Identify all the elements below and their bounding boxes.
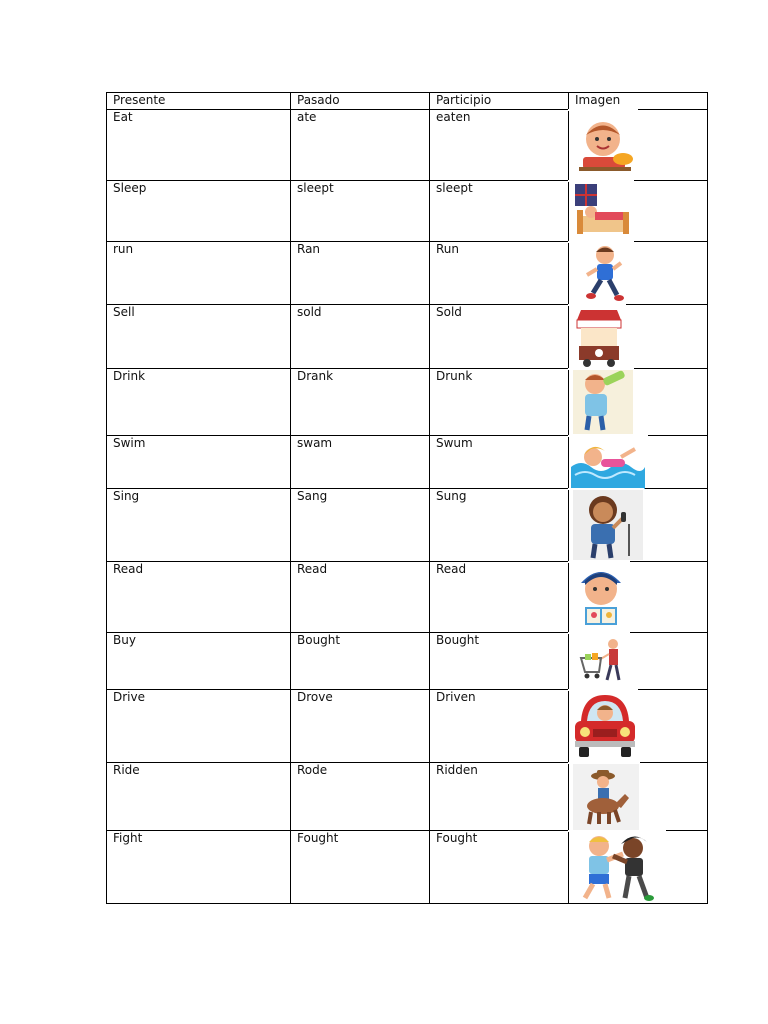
cell-imagen (569, 562, 708, 633)
cell-imagen (569, 436, 708, 489)
cell-pasado: Rode (291, 763, 430, 831)
boy-driving-car-icon (573, 691, 637, 761)
cell-participio: sleept (430, 181, 569, 242)
cell-pasado: Drove (291, 690, 430, 763)
cell-presente: Sing (107, 489, 291, 562)
cell-participio: Swum (430, 436, 569, 489)
cell-presente: Fight (107, 831, 291, 904)
table-row (107, 110, 708, 181)
cell-presente: Buy (107, 633, 291, 690)
cell-participio: Read (430, 562, 569, 633)
table-row (107, 633, 708, 690)
cell-imagen (569, 690, 708, 763)
header-participio: Participio (430, 93, 569, 110)
cell-participio: eaten (430, 110, 569, 181)
boy-singing-microphone-icon (573, 490, 643, 560)
cell-pasado: Ran (291, 242, 430, 305)
cell-participio: Drunk (430, 369, 569, 436)
table-row (107, 369, 708, 436)
cell-pasado: sold (291, 305, 430, 369)
cell-presente: Drive (107, 690, 291, 763)
market-stall-icon (573, 306, 625, 368)
cell-imagen (569, 633, 708, 690)
cell-presente: Swim (107, 436, 291, 489)
table-row (107, 489, 708, 562)
header-pasado: Pasado (291, 93, 430, 110)
cell-imagen (569, 831, 708, 904)
verbs-table (106, 92, 708, 904)
cell-participio: Ridden (430, 763, 569, 831)
cell-presente: Read (107, 562, 291, 633)
cell-presente: Eat (107, 110, 291, 181)
boys-fighting-icon (571, 832, 665, 902)
cell-pasado: Drank (291, 369, 430, 436)
cell-pasado: sleept (291, 181, 430, 242)
cell-presente: Sell (107, 305, 291, 369)
cell-pasado: Read (291, 562, 430, 633)
person-shopping-cart-icon (573, 634, 629, 688)
boy-eating-icon (573, 111, 637, 177)
child-sleeping-bed-icon (573, 182, 633, 238)
cell-presente: Drink (107, 369, 291, 436)
cell-pasado: Sang (291, 489, 430, 562)
table-row (107, 436, 708, 489)
header-presente: Presente (107, 93, 291, 110)
table-row (107, 242, 708, 305)
cell-imagen (569, 369, 708, 436)
boy-reading-book-icon (573, 563, 629, 631)
cell-participio: Fought (430, 831, 569, 904)
table-row (107, 305, 708, 369)
cell-imagen (569, 181, 708, 242)
cell-presente: run (107, 242, 291, 305)
header-row (107, 93, 708, 110)
cell-pasado: Fought (291, 831, 430, 904)
cell-imagen (569, 305, 708, 369)
boy-running-icon (573, 243, 633, 303)
cell-participio: Sung (430, 489, 569, 562)
cowboy-riding-horse-icon (573, 764, 639, 830)
cell-imagen (569, 110, 708, 181)
cell-participio: Bought (430, 633, 569, 690)
cell-presente: Ride (107, 763, 291, 831)
cell-presente: Sleep (107, 181, 291, 242)
cell-participio: Run (430, 242, 569, 305)
cell-participio: Driven (430, 690, 569, 763)
cell-pasado: ate (291, 110, 430, 181)
cell-imagen (569, 763, 708, 831)
cell-imagen (569, 242, 708, 305)
cell-pasado: Bought (291, 633, 430, 690)
table-row (107, 181, 708, 242)
table-row (107, 562, 708, 633)
boy-drinking-icon (573, 370, 633, 434)
cell-participio: Sold (430, 305, 569, 369)
table-row (107, 831, 708, 904)
table-row (107, 690, 708, 763)
table-row (107, 763, 708, 831)
cell-pasado: swam (291, 436, 430, 489)
header-imagen: Imagen (569, 93, 708, 110)
girl-swimming-icon (571, 437, 645, 489)
cell-imagen (569, 489, 708, 562)
